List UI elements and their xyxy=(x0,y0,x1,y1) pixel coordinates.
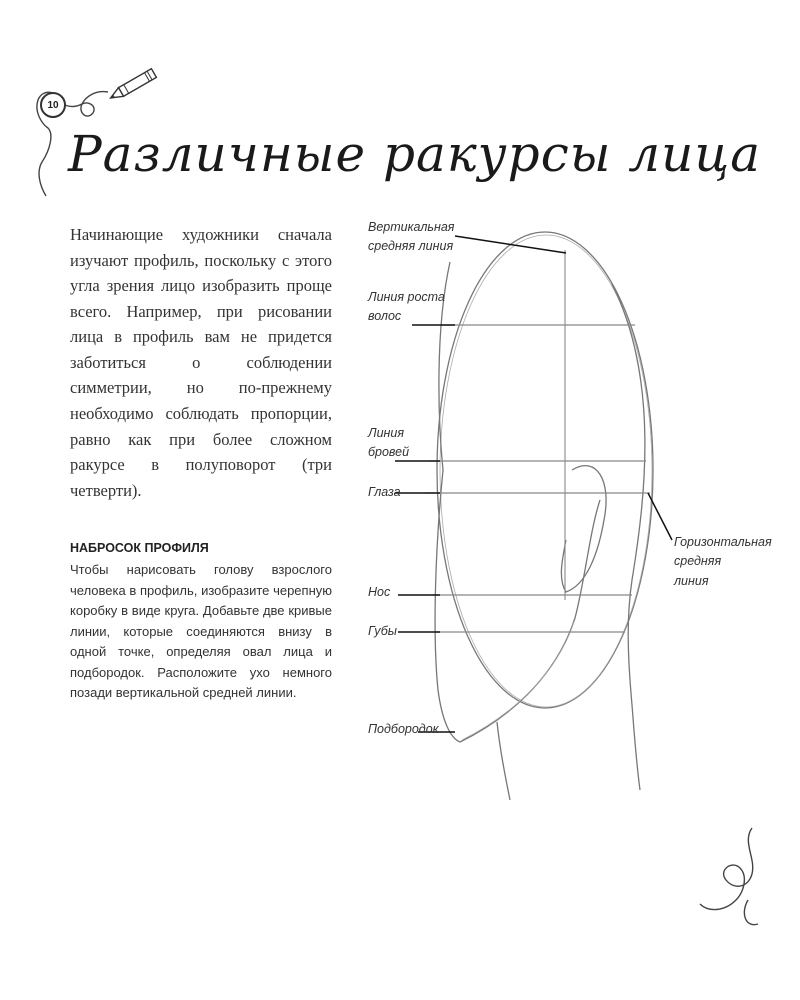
swirl-ornament-bottom xyxy=(700,828,758,925)
label-brow-line: Линия бровей xyxy=(368,426,410,460)
label-chin: Подбородок xyxy=(368,722,439,736)
section-heading: НАБРОСОК ПРОФИЛЯ xyxy=(70,541,209,555)
intro-paragraph: Начинающие художники сначала изучают профиль, поскольку с этого угла зрения лицо изобразить проще всего. Например, при рисовании лица в профиль вам не придется заботиться о соблюдении симметрии, но по-прежнему необходимо соблюдать пропорции, равно как при более сложном ракурсе в полуповорот (три четверти). xyxy=(70,225,332,500)
page-number: 10 xyxy=(40,92,66,118)
label-horizontal-midline: Горизонтальная средняя линия xyxy=(674,535,772,588)
label-hairline: Линия роста волос xyxy=(368,290,445,324)
section-paragraph: Чтобы нарисовать голову взрослого человека в профиль, изобразите черепную коробку в виде круга. Добавьте две кривые линии, которые соединяются внизу в одной точке, определяя овал лица и подбородок. Расположите ухо немного позади вертикальной средней линии. xyxy=(70,562,332,701)
label-lips: Губы xyxy=(368,624,398,638)
pencil-icon xyxy=(108,69,156,103)
page-title: Различные ракурсы лица xyxy=(68,125,762,183)
label-vertical-midline: Вертикальная средняя линия xyxy=(368,220,455,254)
label-eyes: Глаза xyxy=(368,485,401,499)
label-nose: Нос xyxy=(368,585,391,599)
